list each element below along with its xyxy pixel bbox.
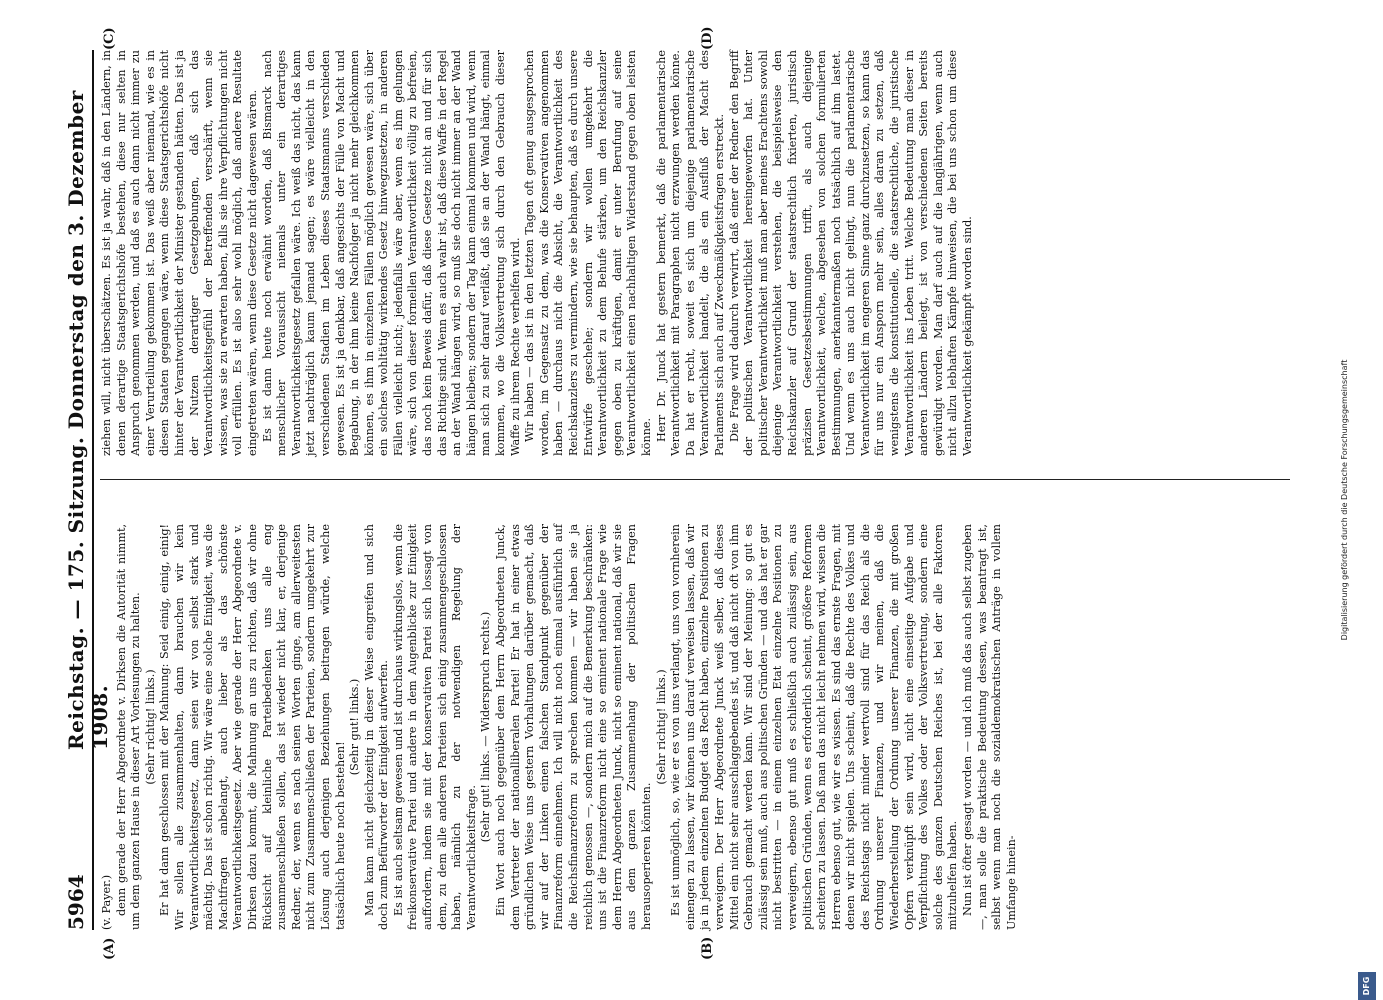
speaker-tag: (v. Payer.) [100,874,113,930]
paragraph: Herr Dr. Junck hat gestern bemerkt, daß die parlamentarische Verantwortlichkeit mit Paragraphen nicht erzwungen werden könne. Da hat er recht, soweit es sich um diejenige parlamentarische Verantwortlichkeit handelt, die als ein Ausfluß der Macht des Parlaments sich auch auf Zweckmäßigkeitsfragen erstreckt. [654,50,726,456]
page-title: Reichstag. — 175. Sitzung. Donnerstag den 3. Dezember 1908. [64,90,112,750]
margin-marker-b: (B) [700,936,715,960]
digitization-credit: Digitalisierung gefördert durch die Deutsche Forschungsgemeinschaft [1340,359,1349,641]
paragraph: denn gerade der Herr Abgeordnete v. Dirksen die Autorität nimmt, um dem ganzen Hause in dieser Art Vorlesungen zu halten. [114,524,143,930]
paragraph: Ein Wort auch noch gegenüber dem Herrn Abgeordneten Junck, dem Vertreter der nationalliberalen Partei! Er hat in einer etwas gründlichen Weise uns gestern Vorhaltungen darüber gemacht, daß wir auf der Linken einen falschen Standpunkt gegenüber der Finanzreform einnehmen. Ich will nicht noch einmal ausführlich auf die Reichsfinanzreform zu sprechen kommen — wir haben sie ja reichlich genossen —, sondern mich auf die Bemerkung beschränken: uns ist die Finanzreform nicht eine so eminent nationale Frage wie dem Herrn Abgeordneten Junck, nicht so eminent national, daß wir sie aus dem ganzen Zusammenhang der politischen Fragen herausoperieren könnten. [494,524,653,930]
margin-marker-c: (C) [102,27,117,50]
margin-marker-a: (A) [102,937,117,960]
dfg-logo: DFG [1358,972,1376,1000]
paragraph: Man kann nicht gleichzeitig in dieser Weise eingreifen und sich doch zum Befürworter der Einigkeit aufwerfen. [362,524,391,930]
stage-direction: (Sehr richtig! links.) [143,669,157,785]
stage-direction: (Sehr gut! links.) [348,678,362,776]
paragraph: Die Frage wird dadurch verwirrt, daß einer der Redner den Begriff der politischen Verantwortlichkeit hereingeworfen hat. Unter politischer Verantwortlichkeit muß man aber meines Erachtens sowohl diejenige Verantwortlichkeit verstehen, die beispielsweise den Reichskanzler auf Grund der staatsrechtlich fixierten, juristisch präzisen Gesetzesbestimmungen trifft, als auch diejenige Verantwortlichkeit, welche, abgesehen von solchen formulierten Bestimmungen, anerkanntermaßen noch tatsächlich auf ihm lastet. Und wenn es uns auch nicht gelingt, nun die parlamentarische Verantwortlichkeit im engeren Sinne ganz durchzusetzen, so kann das für uns nur ein Ansporn mehr sein, alles daran zu setzen, daß wenigstens die konstitutionelle, die staatsrechtliche, die juristische Verantwortlichkeit ins Leben tritt. Welche Bedeutung man dieser in anderen Ländern beilegt, ist von verschiedenen Seiten bereits gewürdigt worden. Man darf auch auf die langjährigen, wenn auch nicht allzu lebhaften Kämpfe hinweisen, die bei uns schon um diese Verantwortlichkeit gekämpft worden sind. [727,50,975,456]
page-number: 5964 [64,874,88,930]
paragraph: Wir haben — das ist in den letzten Tagen oft genug ausgesprochen worden, im Gegensatz zu dem, was die Konservativen angenommen haben — durchaus nicht die Absicht, die Verantwortlichkeit des Reichskanzlers zu vermindern, wie sie behaupten, daß es durch unsere Entwürfe geschehe; sondern wir wollen umgekehrt die Verantwortlichkeit zu dem Behufe stärken, um den Reichskanzler gegen oben zu kräftigen, damit er unter Berufung auf seine Verantwortlichkeit einen nachhaltigen Widerstand gegen oben leisten könne. [523,50,653,456]
paragraph: Nun ist öfter gesagt worden — und ich muß das auch selbst zugeben —, man solle die praktische Bedeutung dessen, was beantragt ist, selbst wenn man noch die sozialdemokratischen Anträge in vollem Umfange hinein- [961,524,1018,930]
paragraph: Er hat dann geschlossen mit der Mahnung: Seid einig, einig, einig! Wir sollen alle zusammenhalten, dann brauchen wir kein Verantwortlichkeitsgesetz, dann seien wir von selbst stark und mächtig. Das ist schon richtig. Wir wäre eine solche Einigkeit, was die Machtfragen anbelangt, auch lieber als das schönste Verantwortlichkeitsgesetz. Aber wie gerade der Herr Abgeordnete v. Dirksen dazu kommt, die Mahnung an uns zu richten, daß wir ohne Rücksicht auf kleinliche Parteibedenken uns alle eng zusammenschließen sollen, das ist wieder nicht klar, er, derjenige Redner, der, wenn es nach seinen Worten ginge, am allerweitesten nicht zum Zusammenschließen der Parteien, sondern umgekehrt zur Lösung auch derjenigen Beziehungen beitragen würde, welche tatsächlich heute noch bestehen! [158,524,347,930]
left-column [100,524,1290,930]
paragraph: ziehen will, nicht überschätzen. Es ist ja wahr, daß in den Ländern, in denen derartige Staatsgerichtshöfe bestehen, diese nur selten in Anspruch genommen werden, und daß es auch dann nicht immer zu einer Verurteilung gekommen ist. Das weiß aber niemand, wie es in diesen Staaten gegangen wäre, wenn diese Staatsgerichtshöfe nicht hinter der Verantwortlichkeit der Minister gestanden hätten. Das ist ja der Nutzen derartiger Gesetzgebungen, daß sich das Verantwortlichkeitsgefühl der Betreffenden verschärft, wenn sie wissen, was sie zu erwarten haben, falls sie ihre Verpflichtungen nicht voll erfüllen. Es ist also sehr wohl möglich, daß andere Resultate eingetreten wären, wenn diese Gesetze nicht dagewesen wären. [100,50,259,456]
margin-marker-d: (D) [700,26,715,50]
stage-direction: (Sehr richtig! links.) [654,669,668,785]
right-column [100,50,1290,456]
column-divider [100,479,1290,480]
paragraph: Es ist auch seltsam gewesen und ist durchaus wirkungslos, wenn die freikonservative Partei und andere in dem Augenblicke zur Einigkeit auffordern, indem sie mit der konservativen Partei sich lossagt von dem, zu dem alle anderen Parteien sich einig zusammengeschlossen haben, nämlich zu der notwendigen Regelung der Verantwortlichkeitsfrage. [391,524,478,930]
stage-direction: (Sehr gut! links. — Widerspruch rechts.) [479,611,493,843]
paragraph: Es ist unmöglich, so, wie er es von uns verlangt, uns von vornherein einengen zu lassen, wir können uns darauf verweisen lassen, daß wir ja in jedem einzelnen Budget das Recht haben, einzelne Positionen zu verweigern. Der Herr Abgeordnete Junck weiß selber, daß dieses Mittel ein nicht sehr ausschlaggebendes ist, und daß nicht oft von ihm Gebrauch gemacht werden kann. Wir sind der Meinung: so gut es zulässig sein muß, auch aus politischen Gründen — und das hat er gar nicht bestritten — in einem einzelnen Etat einzelne Positionen zu verweigern, ebenso gut muß es schließlich auch zulässig sein, aus politischen Gründen, wenn es erforderlich scheint, größere Reformen scheitern zu lassen. Daß man das nicht leicht nehmen wird, wissen die Herren ebenso gut, wie wir es wissen. Es sind das ernste Fragen, mit denen wir nicht spielen. Uns scheint, daß die Rechte des Volkes und des Reichstags nicht minder wertvoll sind für das Reich als die Ordnung unserer Finanzen, und wir meinen, daß die Wiederherstellung der Ordnung unserer Finanzen, die mit großen Opfern verknüpft sein wird, nicht eine einseitige Aufgabe und Verpflichtung des Volkes oder der Volksvertretung, sondern eine solche des ganzen Deutschen Reiches ist, bei der alle Faktoren mitzuhelfen haben. [669,524,960,930]
paragraph: Es ist dann heute noch erwähnt worden, daß Bismarck nach menschlicher Voraussicht niemals unter ein derartiges Verantwortlichkeitsgesetz gefallen wäre. Ich weiß das nicht, das kann jetzt nachträglich kaum jemand sagen; es wäre vielleicht in den verschiedenen Stadien im Leben dieses Staatsmanns verschieden gewesen. Es ist ja denkbar, daß angesichts der Fülle von Macht und Begabung, in der ihm keine Nachfolger ja nicht mehr gleichkommen können, es ihm in einzelnen Fällen möglich gewesen wäre, sich über ein solches wohltätig wirkendes Gesetz hinwegzusetzen, in anderen Fällen vielleicht nicht; jedenfalls wäre aber, wenn es ihm gelungen wäre, sich von dieser formellen Verantwortlichkeit völlig zu befreien, das noch kein Beweis dafür, daß diese Gesetze nicht an und für sich das Richtige sind. Wenn es auch wahr ist, daß diese Waffe in der Regel an der Wand hängen wird, so muß sie doch nicht immer an der Wand hängen bleiben; sondern der Tag kann einmal kommen und wird, wenn man sich zu sehr darauf verläßt, daß sie an der Wand hängt, einmal kommen, wo die Volksvertretung sich durch den Gebrauch dieser Waffe zu ihrem Rechte verhelfen wird. [260,50,522,456]
